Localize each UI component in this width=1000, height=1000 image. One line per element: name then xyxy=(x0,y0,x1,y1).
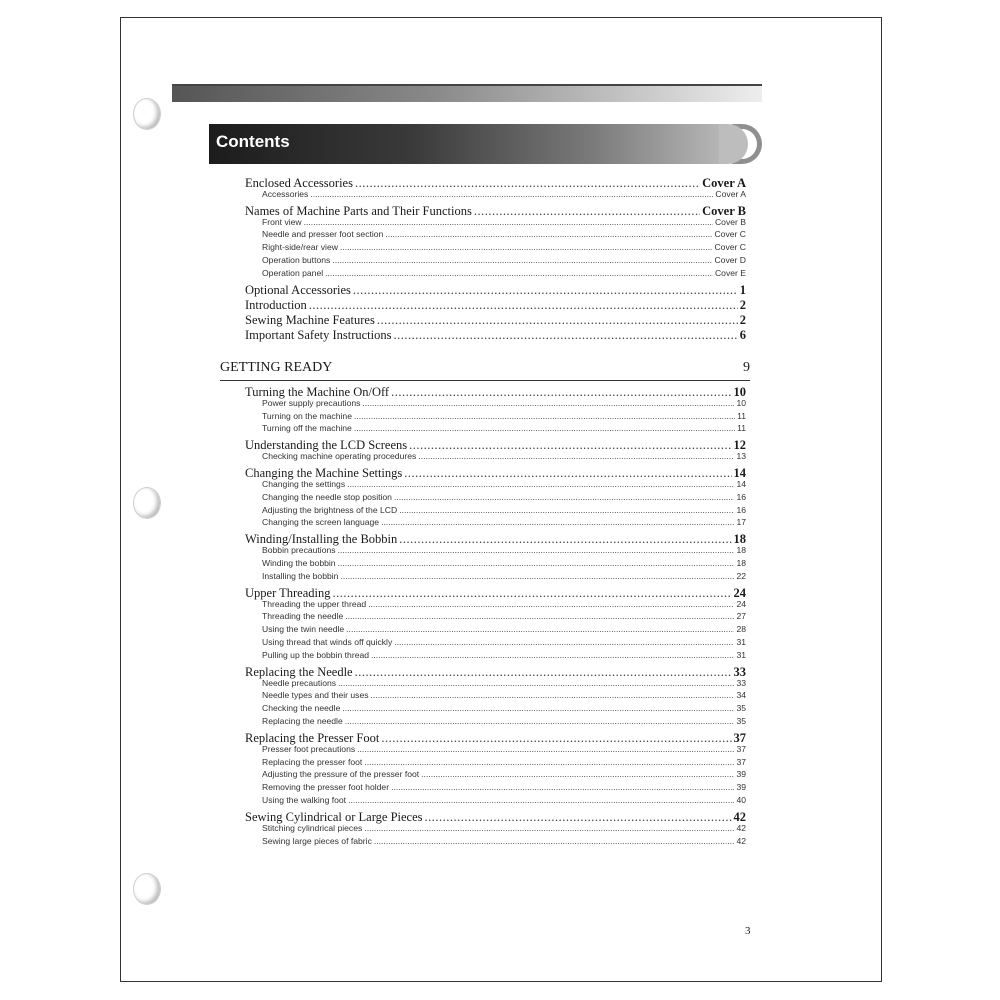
toc-leader-dots xyxy=(394,637,734,647)
toc-entry-page: 10 xyxy=(733,385,746,399)
toc-entry-page: 24 xyxy=(733,585,746,600)
page-title: Contents xyxy=(216,132,290,151)
toc-entry-minor xyxy=(262,744,746,754)
toc-entry-minor xyxy=(262,637,746,647)
page-number: 3 xyxy=(745,925,751,937)
toc-entry-label: Sewing Machine Features xyxy=(245,312,375,327)
toc-entry-label: Front view xyxy=(262,216,302,227)
toc-leader-dots xyxy=(345,611,734,621)
toc-entry-minor xyxy=(262,836,746,846)
toc-entry-label: Replacing the presser foot xyxy=(262,756,363,767)
toc-leader-dots xyxy=(374,836,735,846)
toc-entry-minor xyxy=(262,571,746,581)
toc-leader-dots xyxy=(338,558,735,568)
toc-entry-minor xyxy=(262,411,746,421)
toc-entry-page: Cover E xyxy=(714,267,746,278)
toc-entry-minor xyxy=(262,255,746,265)
toc-entry-page: 31 xyxy=(736,649,746,660)
toc-entry-label: Turning on the machine xyxy=(262,410,352,421)
toc-entry-page: 37 xyxy=(736,756,746,767)
toc-entry-minor xyxy=(262,599,746,609)
toc-entry-page: 42 xyxy=(736,822,746,833)
toc-entry-page: 31 xyxy=(736,637,746,647)
toc-entry-label: Important Safety Instructions xyxy=(245,327,392,342)
toc-entry-label: Checking machine operating procedures xyxy=(262,451,417,462)
toc-entry-label: Turning off the machine xyxy=(262,423,352,434)
toc-leader-dots xyxy=(338,545,735,555)
binder-hole-top xyxy=(133,98,161,130)
section-title: GETTING READY xyxy=(220,360,333,375)
toc-leader-dots xyxy=(353,283,738,298)
toc-entry-minor xyxy=(262,505,746,515)
toc-entry-minor xyxy=(262,229,746,239)
toc-entry-page: 13 xyxy=(736,451,746,462)
toc-entry-page: 35 xyxy=(736,716,746,726)
section-page: 9 xyxy=(743,360,750,375)
toc-entry-label: Replacing the needle xyxy=(262,716,343,726)
toc-entry-page: 42 xyxy=(733,810,746,824)
toc-entry-page: 18 xyxy=(733,532,746,547)
toc-entry-label: Using the twin needle xyxy=(262,624,345,635)
toc-leader-dots xyxy=(340,242,713,252)
toc-leader-dots xyxy=(421,769,734,779)
toc-leader-dots xyxy=(418,451,734,461)
toc-entry-major xyxy=(245,328,746,343)
toc-leader-dots xyxy=(364,757,734,767)
toc-entry-label: Optional Accessories xyxy=(245,282,351,297)
toc-entry-page: 11 xyxy=(737,423,746,434)
toc-leader-dots xyxy=(371,690,735,700)
toc-entry-label: Accessories xyxy=(262,188,309,199)
toc-entry-minor xyxy=(262,823,746,833)
toc-entry-minor xyxy=(262,611,746,621)
toc-entry-page: 12 xyxy=(733,438,746,453)
section-rule xyxy=(220,380,750,381)
toc-leader-dots xyxy=(364,823,734,833)
toc-entry-label: Turning the Machine On/Off xyxy=(245,385,390,399)
toc-entry-minor xyxy=(262,451,746,461)
toc-entry-page: Cover C xyxy=(714,242,746,253)
section-heading xyxy=(220,360,750,376)
toc-entry-page: 14 xyxy=(736,479,746,489)
toc-entry-page: Cover A xyxy=(715,188,746,199)
toc-leader-dots xyxy=(348,795,734,805)
toc-leader-dots xyxy=(385,229,712,239)
toc-entry-label: Checking the needle xyxy=(262,703,341,714)
toc-entry-page: 33 xyxy=(733,664,746,679)
toc-entry-minor xyxy=(262,479,746,489)
toc-entry-minor xyxy=(262,517,746,527)
toc-entry-major xyxy=(245,283,746,298)
toc-entry-minor xyxy=(262,795,746,805)
toc-entry-page: 10 xyxy=(736,397,746,408)
header-gradient-bar xyxy=(172,86,762,102)
toc-leader-dots xyxy=(394,492,734,502)
toc-entry-page: 39 xyxy=(736,769,746,780)
toc-entry-label: Changing the Machine Settings xyxy=(245,466,403,481)
toc-entry-page: 11 xyxy=(737,410,746,421)
toc-entry-minor xyxy=(262,782,746,792)
toc-entry-label: Threading the needle xyxy=(262,611,344,622)
toc-entry-page: Cover B xyxy=(702,203,746,218)
toc-entry-page: 24 xyxy=(736,598,746,609)
toc-entry-label: Winding/Installing the Bobbin xyxy=(245,532,398,547)
binder-hole-bottom xyxy=(133,873,161,905)
toc-entry-major xyxy=(245,298,746,313)
toc-entry-label: Upper Threading xyxy=(245,585,331,600)
toc-entry-page: 16 xyxy=(736,491,746,502)
toc-entry-page: 17 xyxy=(736,517,746,528)
toc-entry-page: 14 xyxy=(733,466,746,481)
toc-entry-minor xyxy=(262,624,746,634)
toc-entry-page: 27 xyxy=(736,611,746,622)
toc-leader-dots xyxy=(325,268,713,278)
toc-entry-minor xyxy=(262,242,746,252)
toc-entry-page: 40 xyxy=(736,795,746,805)
toc-entry-minor xyxy=(262,189,746,199)
toc-entry-label: Needle precautions xyxy=(262,677,337,688)
toc-entry-label: Operation panel xyxy=(262,267,324,278)
toc-entry-page: 18 xyxy=(736,558,746,568)
toc-leader-dots xyxy=(347,479,734,489)
toc-entry-page: 37 xyxy=(736,743,746,754)
toc-leader-dots xyxy=(342,703,734,713)
toc-entry-page: 2 xyxy=(739,312,746,327)
toc-entry-minor xyxy=(262,423,746,433)
toc-leader-dots xyxy=(338,678,734,688)
toc-entry-label: Threading the upper thread xyxy=(262,598,367,609)
toc-entry-minor xyxy=(262,492,746,502)
toc-entry-page: 22 xyxy=(736,570,746,581)
toc-entry-minor xyxy=(262,703,746,713)
toc-leader-dots xyxy=(368,599,734,609)
toc-entry-label: Enclosed Accessories xyxy=(245,176,353,190)
toc-entry-page: 34 xyxy=(736,690,746,701)
toc-entry-label: Power supply precautions xyxy=(262,397,361,408)
toc-entry-label: Adjusting the pressure of the presser foot xyxy=(262,769,420,780)
toc-entry-label: Pulling up the bobbin thread xyxy=(262,649,370,660)
toc-entry-label: Changing the screen language xyxy=(262,517,380,528)
toc-entry-label: Names of Machine Parts and Their Functions xyxy=(245,203,472,218)
toc-leader-dots xyxy=(310,189,713,199)
toc-entry-label: Using thread that winds off quickly xyxy=(262,637,393,647)
toc-entry-label: Presser foot precautions xyxy=(262,743,356,754)
toc-entry-label: Replacing the Presser Foot xyxy=(245,731,380,745)
toc-leader-dots xyxy=(377,313,738,328)
toc-entry-label: Needle types and their uses xyxy=(262,690,369,701)
toc-leader-dots xyxy=(304,217,713,227)
toc-entry-minor xyxy=(262,769,746,779)
binder-hole-middle xyxy=(133,487,161,519)
toc-leader-dots xyxy=(371,650,734,660)
toc-entry-page: Cover C xyxy=(714,229,746,240)
toc-leader-dots xyxy=(399,505,734,515)
toc-entry-page: Cover B xyxy=(714,216,746,227)
toc-entry-page: 18 xyxy=(736,545,746,556)
toc-leader-dots xyxy=(309,298,738,313)
toc-entry-page: 39 xyxy=(736,782,746,793)
toc-entry-label: Changing the needle stop position xyxy=(262,491,392,502)
toc-entry-page: 33 xyxy=(736,677,746,688)
toc-entry-label: Bobbin precautions xyxy=(262,545,336,556)
toc-entry-label: Needle and presser foot section xyxy=(262,229,384,240)
toc-entry-page: 28 xyxy=(736,624,746,635)
toc-leader-dots xyxy=(362,398,734,408)
toc-entry-label: Right-side/rear view xyxy=(262,242,338,253)
toc-entry-page: 2 xyxy=(739,297,746,312)
toc-entry-label: Changing the settings xyxy=(262,479,346,489)
toc-entry-major xyxy=(245,313,746,328)
toc-entry-minor xyxy=(262,217,746,227)
toc-entry-minor xyxy=(262,558,746,568)
toc-entry-minor xyxy=(262,757,746,767)
toc-entry-minor xyxy=(262,545,746,555)
toc-entry-label: Winding the bobbin xyxy=(262,558,336,568)
toc-entry-label: Understanding the LCD Screens xyxy=(245,438,408,453)
toc-entry-minor xyxy=(262,690,746,700)
toc-entry-page: 42 xyxy=(736,835,746,846)
toc-leader-dots xyxy=(346,624,734,634)
toc-entry-page: 16 xyxy=(736,504,746,515)
toc-entry-page: 37 xyxy=(733,731,746,745)
toc-leader-dots xyxy=(354,423,735,433)
toc-leader-dots xyxy=(332,255,712,265)
toc-leader-dots xyxy=(394,328,738,343)
toc-leader-dots xyxy=(345,716,735,726)
toc-entry-minor xyxy=(262,650,746,660)
toc-entry-label: Removing the presser foot holder xyxy=(262,782,390,793)
toc-entry-page: 6 xyxy=(739,327,746,342)
toc-leader-dots xyxy=(354,411,735,421)
toc-entry-label: Introduction xyxy=(245,297,307,312)
toc-entry-page: Cover D xyxy=(714,255,746,265)
toc-leader-dots xyxy=(381,517,734,527)
toc-entry-minor xyxy=(262,678,746,688)
toc-entry-label: Using the walking foot xyxy=(262,795,347,805)
toc-leader-dots xyxy=(391,782,734,792)
toc-entry-label: Operation buttons xyxy=(262,255,331,265)
toc-leader-dots xyxy=(340,571,734,581)
toc-entry-label: Sewing Cylindrical or Large Pieces xyxy=(245,810,423,824)
toc-entry-label: Sewing large pieces of fabric xyxy=(262,835,372,846)
toc-entry-label: Installing the bobbin xyxy=(262,570,339,581)
toc-entry-minor xyxy=(262,268,746,278)
toc-entry-minor xyxy=(262,398,746,408)
toc-entry-label: Adjusting the brightness of the LCD xyxy=(262,504,398,515)
toc-entry-minor xyxy=(262,716,746,726)
toc-entry-page: Cover A xyxy=(702,176,746,190)
toc-leader-dots xyxy=(357,744,734,754)
toc-entry-label: Stitching cylindrical pieces xyxy=(262,822,363,833)
toc-entry-label: Replacing the Needle xyxy=(245,664,353,679)
toc-entry-page: 1 xyxy=(739,282,746,297)
toc-entry-page: 35 xyxy=(736,703,746,714)
